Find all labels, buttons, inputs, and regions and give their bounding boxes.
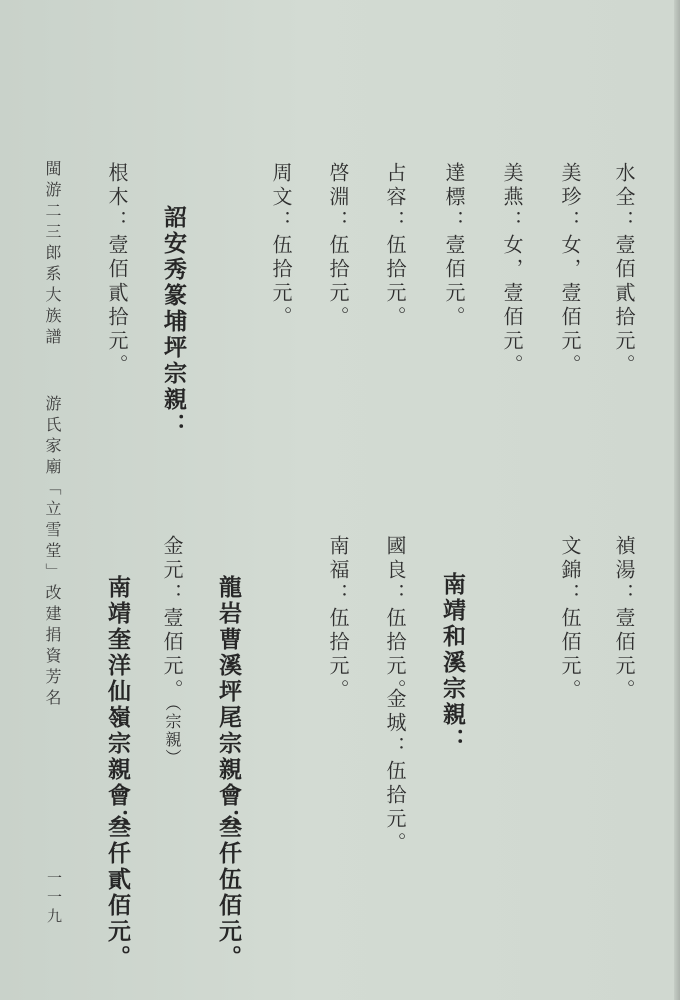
page-edge <box>674 0 680 1000</box>
page-number: 一一九 <box>45 870 63 927</box>
group-heading: 南靖和溪宗親： <box>439 572 466 754</box>
donor-entry: 南福：伍拾元。 <box>326 535 350 703</box>
group-heading: 龍岩曹溪坪尾宗親會： <box>215 575 242 835</box>
donor-entry: 金城：伍拾元。 <box>383 688 407 856</box>
donor-entry: 占容：伍拾元。 <box>383 162 407 330</box>
donor-entry: 水全：壹佰貳拾元。 <box>612 162 636 378</box>
group-heading: 詔安秀篆埔坪宗親： <box>160 205 187 439</box>
group-heading: 南靖奎洋仙嶺宗親會： <box>104 575 131 835</box>
donor-entry: 啓淵：伍拾元。 <box>326 162 350 330</box>
book-title: 閩游二三郎系大族譜 <box>43 160 62 349</box>
donor-entry: 美珍：女，壹佰元。 <box>558 162 582 378</box>
section-title: 游氏家廟「立雪堂」改建捐資芳名 <box>43 395 62 710</box>
donor-note: （宗親） <box>163 695 182 767</box>
donor-entry: 國良：伍拾元。 <box>383 535 407 703</box>
donor-entry: 禎湯：壹佰元。 <box>612 535 636 703</box>
donor-entry: 根木：壹佰貳拾元。 <box>105 162 129 378</box>
donation-amount: 叁仟貳佰元。 <box>104 815 131 971</box>
donor-entry: 周文：伍拾元。 <box>269 162 293 330</box>
donation-amount: 叁仟伍佰元。 <box>215 815 242 971</box>
donor-entry: 達標：壹佰元。 <box>442 162 466 330</box>
donor-entry: 金元：壹佰元。 <box>160 535 184 703</box>
donor-entry: 文錦：伍佰元。 <box>558 535 582 703</box>
donor-entry: 美燕：女，壹佰元。 <box>500 162 524 378</box>
